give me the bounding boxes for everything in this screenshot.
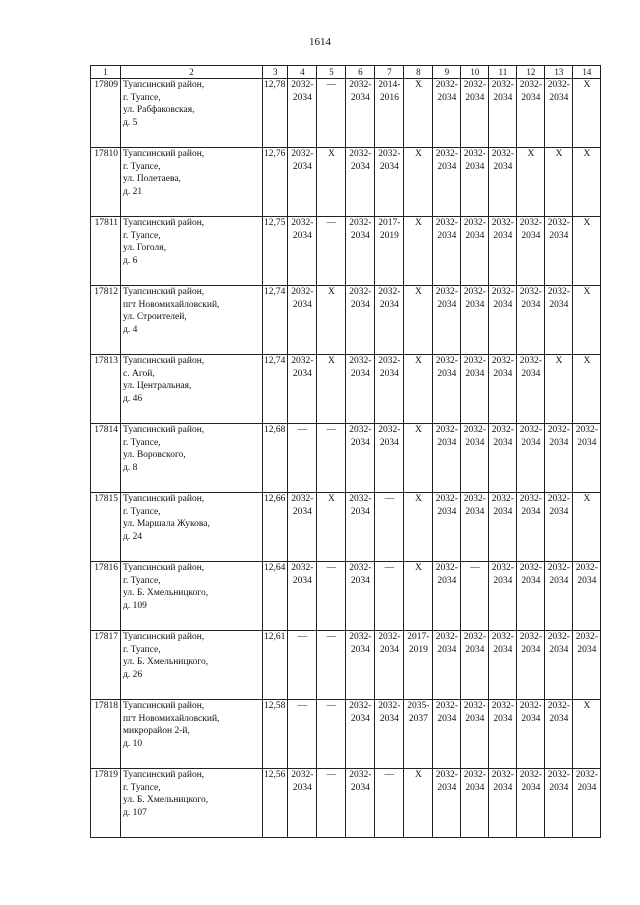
value-cell: 12,61 bbox=[263, 631, 288, 700]
period-cell: 2032- 2034 bbox=[433, 79, 461, 148]
period-cell: X bbox=[573, 148, 601, 217]
address-line: Туапсинский район, bbox=[123, 494, 205, 504]
period-cell: 2032- 2034 bbox=[545, 286, 573, 355]
address-line: д. 5 bbox=[123, 117, 138, 128]
address-cell bbox=[121, 493, 263, 562]
period-cell: 2032- 2034 bbox=[517, 355, 545, 424]
address-cell bbox=[121, 148, 263, 217]
address-line: Туапсинский район, bbox=[123, 149, 205, 159]
period-cell: X bbox=[573, 79, 601, 148]
period-cell: 2032- 2034 bbox=[288, 79, 317, 148]
period-cell: 2032- 2034 bbox=[433, 355, 461, 424]
row-id: 17810 bbox=[91, 148, 121, 217]
period-cell: X bbox=[404, 148, 433, 217]
period-cell: X bbox=[404, 493, 433, 562]
period-cell: X bbox=[317, 148, 346, 217]
table-row bbox=[91, 493, 601, 562]
period-cell: 2032- 2034 bbox=[461, 769, 489, 838]
period-cell: X bbox=[573, 700, 601, 769]
period-cell: — bbox=[317, 562, 346, 631]
period-cell: 2032- 2034 bbox=[517, 769, 545, 838]
column-header: 8 bbox=[404, 66, 433, 79]
period-cell: 2032- 2034 bbox=[461, 79, 489, 148]
address-line: ул. Б. Хмельницкого, bbox=[123, 588, 209, 598]
period-cell: — bbox=[317, 700, 346, 769]
period-cell: X bbox=[573, 355, 601, 424]
column-header: 2 bbox=[121, 66, 263, 79]
address-line: д. 4 bbox=[123, 324, 138, 335]
period-cell: 2032- 2034 bbox=[375, 148, 404, 217]
period-cell: 2032- 2034 bbox=[433, 217, 461, 286]
period-cell: X bbox=[517, 148, 545, 217]
period-cell: 2032- 2034 bbox=[346, 217, 375, 286]
row-id: 17818 bbox=[91, 700, 121, 769]
period-cell: X bbox=[317, 355, 346, 424]
address-line: Туапсинский район, bbox=[123, 632, 205, 642]
address-line: ул. Б. Хмельницкого, bbox=[123, 657, 209, 667]
period-cell: 2032- 2034 bbox=[517, 562, 545, 631]
period-cell: 2032- 2034 bbox=[346, 562, 375, 631]
period-cell: 2032- 2034 bbox=[433, 562, 461, 631]
period-cell: 2032- 2034 bbox=[375, 286, 404, 355]
period-cell: 2032- 2034 bbox=[461, 700, 489, 769]
row-id: 17814 bbox=[91, 424, 121, 493]
period-cell: 2032- 2034 bbox=[461, 217, 489, 286]
address-line: г. Туапсе, bbox=[123, 644, 161, 655]
period-cell: — bbox=[317, 769, 346, 838]
period-cell: 2032- 2034 bbox=[545, 562, 573, 631]
period-cell: 2032- 2034 bbox=[573, 424, 601, 493]
value-cell: 12,66 bbox=[263, 493, 288, 562]
address-line: с. Агой, bbox=[123, 368, 155, 379]
column-header: 3 bbox=[263, 66, 288, 79]
table-row bbox=[91, 79, 601, 148]
period-cell: 2032- 2034 bbox=[433, 631, 461, 700]
period-cell: 2032- 2034 bbox=[433, 769, 461, 838]
address-line: Туапсинский район, bbox=[123, 563, 205, 573]
period-cell: 2032- 2034 bbox=[517, 79, 545, 148]
period-cell: — bbox=[375, 493, 404, 562]
column-header: 14 bbox=[573, 66, 601, 79]
period-cell: 2032- 2034 bbox=[489, 424, 517, 493]
column-header: 5 bbox=[317, 66, 346, 79]
address-line: д. 10 bbox=[123, 738, 143, 749]
page-number: 1614 bbox=[309, 36, 331, 48]
period-cell: X bbox=[404, 355, 433, 424]
period-cell: 2032- 2034 bbox=[489, 493, 517, 562]
period-cell: 2032- 2034 bbox=[346, 631, 375, 700]
column-header: 11 bbox=[489, 66, 517, 79]
period-cell: X bbox=[404, 79, 433, 148]
column-header: 4 bbox=[288, 66, 317, 79]
value-cell: 12,75 bbox=[263, 217, 288, 286]
period-cell: 2032- 2034 bbox=[375, 355, 404, 424]
period-cell: 2032- 2034 bbox=[346, 700, 375, 769]
address-cell bbox=[121, 700, 263, 769]
period-cell: 2032- 2034 bbox=[461, 148, 489, 217]
period-cell: 2032- 2034 bbox=[288, 493, 317, 562]
address-line: ул. Рабфаковская, bbox=[123, 105, 195, 115]
address-line: Туапсинский район, bbox=[123, 425, 205, 435]
column-header: 10 bbox=[461, 66, 489, 79]
table-row bbox=[91, 769, 601, 838]
value-cell: 12,68 bbox=[263, 424, 288, 493]
period-cell: 2014- 2016 bbox=[375, 79, 404, 148]
value-cell: 12,64 bbox=[263, 562, 288, 631]
address-line: ул. Центральная, bbox=[123, 381, 192, 391]
address-line: д. 46 bbox=[123, 393, 143, 404]
period-cell: X bbox=[404, 562, 433, 631]
address-line: ул. Строителей, bbox=[123, 312, 187, 322]
table-row bbox=[91, 148, 601, 217]
address-line: д. 107 bbox=[123, 807, 147, 818]
address-line: д. 24 bbox=[123, 531, 143, 542]
period-cell: 2032- 2034 bbox=[288, 217, 317, 286]
row-id: 17812 bbox=[91, 286, 121, 355]
period-cell: 2032- 2034 bbox=[489, 355, 517, 424]
column-header: 13 bbox=[545, 66, 573, 79]
period-cell: X bbox=[404, 424, 433, 493]
period-cell: 2032- 2034 bbox=[573, 562, 601, 631]
value-cell: 12,74 bbox=[263, 355, 288, 424]
period-cell: 2032- 2034 bbox=[517, 493, 545, 562]
address-line: Туапсинский район, bbox=[123, 356, 205, 366]
period-cell: 2032- 2034 bbox=[545, 424, 573, 493]
address-line: г. Туапсе, bbox=[123, 782, 161, 793]
period-cell: 2032- 2034 bbox=[346, 355, 375, 424]
address-line: ул. Маршала Жукова, bbox=[123, 519, 210, 529]
row-id: 17817 bbox=[91, 631, 121, 700]
address-line: г. Туапсе, bbox=[123, 230, 161, 241]
period-cell: 2032- 2034 bbox=[288, 286, 317, 355]
period-cell: 2032- 2034 bbox=[346, 424, 375, 493]
column-header: 6 bbox=[346, 66, 375, 79]
period-cell: 2032- 2034 bbox=[461, 355, 489, 424]
period-cell: 2032- 2034 bbox=[489, 562, 517, 631]
address-line: микрорайон 2-й, bbox=[123, 726, 190, 736]
period-cell: X bbox=[404, 217, 433, 286]
period-cell: X bbox=[317, 286, 346, 355]
address-line: Туапсинский район, bbox=[123, 218, 205, 228]
header-row bbox=[91, 66, 601, 79]
column-header: 7 bbox=[375, 66, 404, 79]
column-header: 9 bbox=[433, 66, 461, 79]
period-cell: 2017- 2019 bbox=[404, 631, 433, 700]
table-row bbox=[91, 631, 601, 700]
table-row bbox=[91, 700, 601, 769]
value-cell: 12,56 bbox=[263, 769, 288, 838]
row-id: 17811 bbox=[91, 217, 121, 286]
column-header: 1 bbox=[91, 66, 121, 79]
period-cell: — bbox=[461, 562, 489, 631]
period-cell: 2032- 2034 bbox=[517, 631, 545, 700]
period-cell: — bbox=[288, 700, 317, 769]
period-cell: — bbox=[317, 79, 346, 148]
period-cell: 2032- 2034 bbox=[545, 79, 573, 148]
period-cell: 2032- 2034 bbox=[346, 79, 375, 148]
period-cell: X bbox=[404, 286, 433, 355]
period-cell: 2032- 2034 bbox=[433, 148, 461, 217]
period-cell: 2032- 2034 bbox=[288, 562, 317, 631]
period-cell: 2032- 2034 bbox=[489, 286, 517, 355]
column-header: 12 bbox=[517, 66, 545, 79]
period-cell: 2032- 2034 bbox=[346, 286, 375, 355]
address-line: г. Туапсе, bbox=[123, 506, 161, 517]
address-line: д. 26 bbox=[123, 669, 143, 680]
address-line: д. 109 bbox=[123, 600, 147, 611]
value-cell: 12,58 bbox=[263, 700, 288, 769]
period-cell: 2032- 2034 bbox=[489, 217, 517, 286]
address-line: пгт Новомихайловский, bbox=[123, 713, 220, 724]
address-cell bbox=[121, 217, 263, 286]
table-row bbox=[91, 286, 601, 355]
period-cell: 2032- 2034 bbox=[545, 217, 573, 286]
period-cell: 2017- 2019 bbox=[375, 217, 404, 286]
address-line: г. Туапсе, bbox=[123, 575, 161, 586]
period-cell: 2032- 2034 bbox=[517, 700, 545, 769]
period-cell: X bbox=[545, 148, 573, 217]
period-cell: 2032- 2034 bbox=[489, 631, 517, 700]
period-cell: X bbox=[573, 217, 601, 286]
period-cell: — bbox=[288, 631, 317, 700]
period-cell: 2032- 2034 bbox=[288, 769, 317, 838]
value-cell: 12,78 bbox=[263, 79, 288, 148]
row-id: 17819 bbox=[91, 769, 121, 838]
address-line: д. 6 bbox=[123, 255, 138, 266]
value-cell: 12,74 bbox=[263, 286, 288, 355]
period-cell: 2032- 2034 bbox=[489, 148, 517, 217]
table-row bbox=[91, 217, 601, 286]
address-line: д. 21 bbox=[123, 186, 143, 197]
address-line: г. Туапсе, bbox=[123, 161, 161, 172]
address-cell bbox=[121, 769, 263, 838]
period-cell: 2032- 2034 bbox=[288, 148, 317, 217]
row-id: 17809 bbox=[91, 79, 121, 148]
period-cell: X bbox=[317, 493, 346, 562]
period-cell: 2032- 2034 bbox=[489, 700, 517, 769]
period-cell: 2032- 2034 bbox=[461, 286, 489, 355]
address-line: ул. Гоголя, bbox=[123, 243, 167, 253]
period-cell: X bbox=[573, 493, 601, 562]
data-table bbox=[90, 65, 601, 838]
period-cell: 2032- 2034 bbox=[346, 148, 375, 217]
address-cell bbox=[121, 424, 263, 493]
address-cell bbox=[121, 562, 263, 631]
period-cell: 2032- 2034 bbox=[545, 631, 573, 700]
period-cell: 2032- 2034 bbox=[573, 769, 601, 838]
period-cell: — bbox=[288, 424, 317, 493]
address-line: ул. Б. Хмельницкого, bbox=[123, 795, 209, 805]
period-cell: 2032- 2034 bbox=[461, 493, 489, 562]
address-cell bbox=[121, 79, 263, 148]
period-cell: 2032- 2034 bbox=[461, 424, 489, 493]
address-cell bbox=[121, 286, 263, 355]
period-cell: — bbox=[317, 424, 346, 493]
row-id: 17813 bbox=[91, 355, 121, 424]
table-row bbox=[91, 562, 601, 631]
period-cell: 2032- 2034 bbox=[346, 769, 375, 838]
period-cell: — bbox=[317, 631, 346, 700]
period-cell: 2035- 2037 bbox=[404, 700, 433, 769]
period-cell: 2032- 2034 bbox=[433, 424, 461, 493]
period-cell: 2032- 2034 bbox=[517, 424, 545, 493]
period-cell: X bbox=[545, 355, 573, 424]
address-line: ул. Полетаева, bbox=[123, 174, 181, 184]
address-line: Туапсинский район, bbox=[123, 701, 205, 711]
period-cell: 2032- 2034 bbox=[517, 217, 545, 286]
period-cell: 2032- 2034 bbox=[375, 631, 404, 700]
period-cell: 2032- 2034 bbox=[288, 355, 317, 424]
period-cell: — bbox=[317, 217, 346, 286]
address-line: д. 8 bbox=[123, 462, 138, 473]
period-cell: 2032- 2034 bbox=[346, 493, 375, 562]
period-cell: 2032- 2034 bbox=[461, 631, 489, 700]
address-line: Туапсинский район, bbox=[123, 770, 205, 780]
value-cell: 12,76 bbox=[263, 148, 288, 217]
period-cell: 2032- 2034 bbox=[545, 700, 573, 769]
address-line: ул. Воровского, bbox=[123, 450, 186, 460]
address-line: пгт Новомихайловский, bbox=[123, 299, 220, 310]
address-line: г. Туапсе, bbox=[123, 437, 161, 448]
table-row bbox=[91, 424, 601, 493]
period-cell: 2032- 2034 bbox=[573, 631, 601, 700]
period-cell: 2032- 2034 bbox=[545, 493, 573, 562]
row-id: 17815 bbox=[91, 493, 121, 562]
table-row bbox=[91, 355, 601, 424]
period-cell: — bbox=[375, 562, 404, 631]
period-cell: 2032- 2034 bbox=[489, 79, 517, 148]
period-cell: 2032- 2034 bbox=[433, 286, 461, 355]
period-cell: X bbox=[404, 769, 433, 838]
period-cell: 2032- 2034 bbox=[375, 424, 404, 493]
address-cell bbox=[121, 631, 263, 700]
period-cell: 2032- 2034 bbox=[517, 286, 545, 355]
address-cell bbox=[121, 355, 263, 424]
period-cell: 2032- 2034 bbox=[433, 493, 461, 562]
period-cell: 2032- 2034 bbox=[433, 700, 461, 769]
address-line: г. Туапсе, bbox=[123, 92, 161, 103]
period-cell: X bbox=[573, 286, 601, 355]
row-id: 17816 bbox=[91, 562, 121, 631]
period-cell: 2032- 2034 bbox=[545, 769, 573, 838]
period-cell: 2032- 2034 bbox=[489, 769, 517, 838]
address-line: Туапсинский район, bbox=[123, 80, 205, 90]
period-cell: — bbox=[375, 769, 404, 838]
period-cell: 2032- 2034 bbox=[375, 700, 404, 769]
address-line: Туапсинский район, bbox=[123, 287, 205, 297]
